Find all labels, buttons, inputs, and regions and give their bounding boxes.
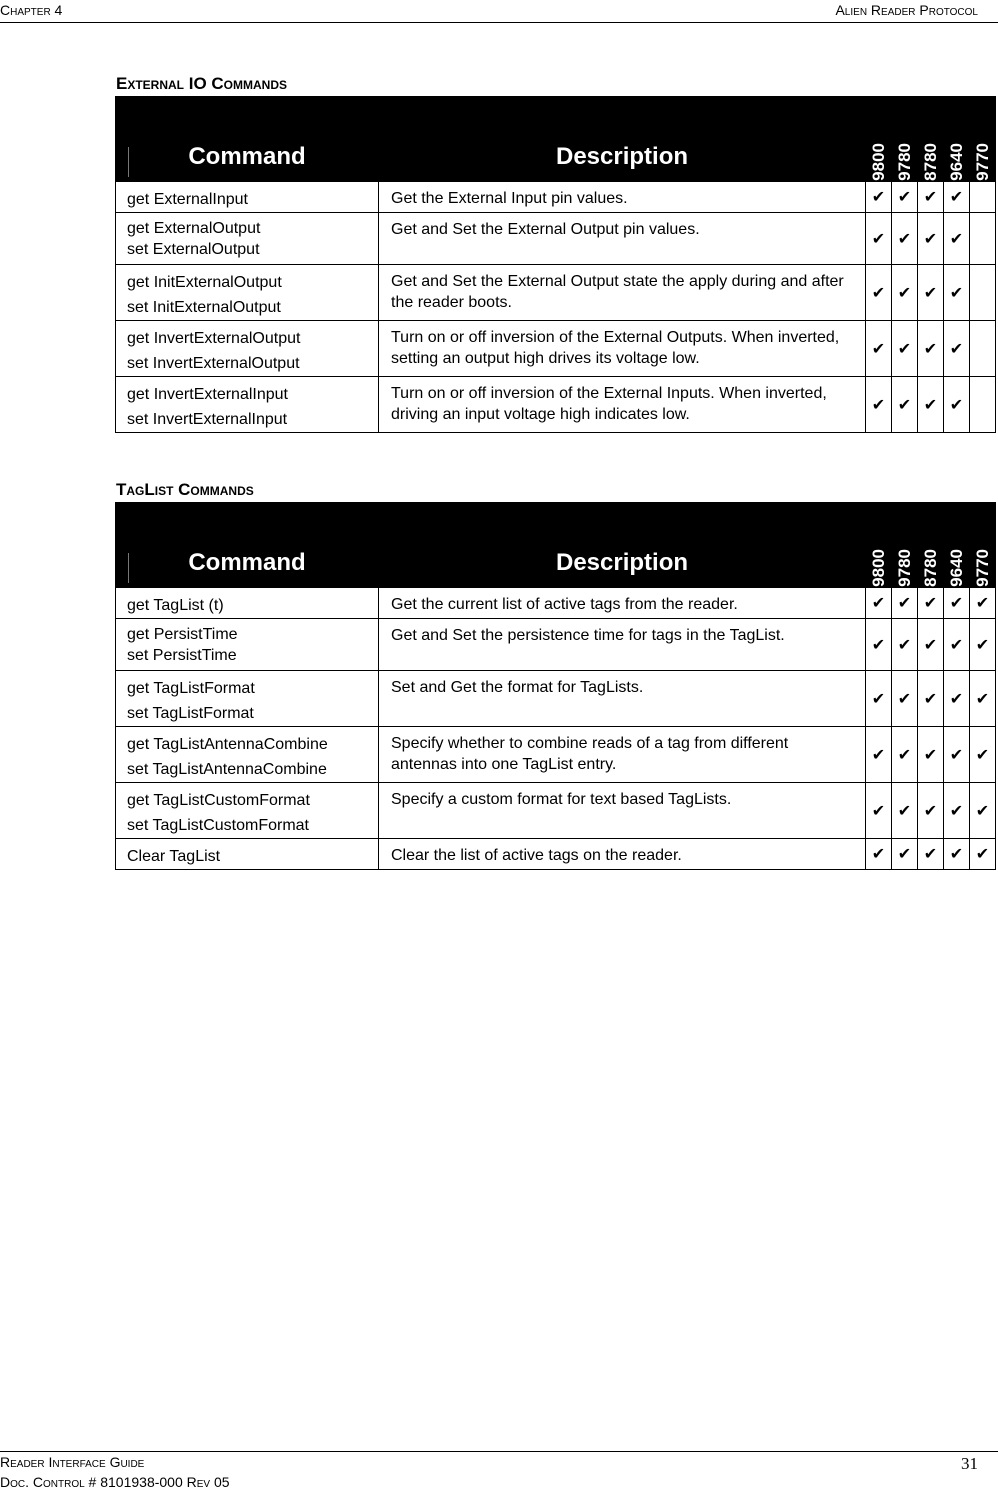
- table-row: [116, 727, 996, 783]
- command-name: get InitExternalOutput: [127, 274, 282, 291]
- check-icon: ✔: [923, 746, 938, 764]
- supported-cell: [944, 265, 970, 321]
- command-name: get InvertExternalInput: [127, 386, 288, 403]
- unsupported-cell: [970, 377, 996, 433]
- check-icon: ✔: [975, 636, 990, 654]
- supported-cell: [892, 377, 918, 433]
- supported-cell: [918, 727, 944, 783]
- description-cell: Turn on or off inversion of the External Outputs. When inverted, setting an output high drives its voltage low.: [379, 321, 866, 377]
- command-column-label: Command: [188, 143, 306, 170]
- command-name: Clear TagList: [127, 848, 221, 865]
- model-label: 8780: [921, 143, 940, 181]
- check-icon: ✔: [897, 846, 912, 863]
- model-label: 9780: [895, 143, 914, 181]
- check-icon: ✔: [923, 846, 938, 863]
- supported-cell: [892, 213, 918, 265]
- check-icon: ✔: [923, 230, 938, 248]
- table-header-row: [116, 503, 996, 588]
- command-name: get TagListCustomFormat: [127, 792, 310, 809]
- command-name: get TagListAntennaCombine: [127, 736, 328, 753]
- check-icon: ✔: [897, 746, 912, 764]
- supported-cell: [866, 321, 892, 377]
- command-name: get ExternalOutput: [127, 220, 261, 237]
- table-row: [116, 213, 996, 265]
- supported-cell: [892, 783, 918, 839]
- description-cell: Get and Set the persistence time for tags in the TagList.: [379, 619, 866, 671]
- footer-doc-control: Doc. Control # 8101938-000 Rev 05: [0, 1474, 230, 1490]
- model-column-header: [892, 97, 918, 182]
- supported-cell: [944, 619, 970, 671]
- table-row: [116, 783, 996, 839]
- check-icon: ✔: [897, 340, 912, 358]
- page-footer: [0, 1451, 998, 1490]
- check-icon: ✔: [897, 396, 912, 414]
- check-icon: ✔: [897, 284, 912, 302]
- command-name: set PersistTime: [127, 647, 237, 664]
- supported-cell: [892, 727, 918, 783]
- command-column-header: [116, 97, 379, 182]
- table-row: [116, 182, 996, 213]
- supported-cell: [944, 588, 970, 619]
- supported-cell: [918, 588, 944, 619]
- description-cell: Get the External Input pin values.: [379, 182, 866, 213]
- table-row: [116, 377, 996, 433]
- supported-cell: [892, 619, 918, 671]
- command-name: get InvertExternalOutput: [127, 330, 301, 347]
- check-icon: ✔: [871, 189, 886, 206]
- command-cell: [116, 377, 379, 433]
- supported-cell: [918, 182, 944, 213]
- model-column-header: [866, 503, 892, 588]
- check-icon: ✔: [871, 846, 886, 863]
- model-column-header: [918, 97, 944, 182]
- command-name: set TagListCustomFormat: [127, 817, 309, 834]
- command-cell: [116, 213, 379, 265]
- description-cell: Get and Set the External Output pin values.: [379, 213, 866, 265]
- command-name: set InvertExternalInput: [127, 411, 288, 428]
- check-icon: ✔: [949, 189, 964, 206]
- supported-cell: [944, 783, 970, 839]
- supported-cell: [918, 377, 944, 433]
- unsupported-cell: [970, 265, 996, 321]
- check-icon: ✔: [871, 746, 886, 764]
- command-name: set TagListFormat: [127, 705, 254, 722]
- command-name: set InvertExternalOutput: [127, 355, 300, 372]
- check-icon: ✔: [975, 746, 990, 764]
- supported-cell: [918, 671, 944, 727]
- check-icon: ✔: [871, 802, 886, 820]
- supported-cell: [866, 783, 892, 839]
- supported-cell: [918, 783, 944, 839]
- model-label: 9770: [973, 549, 992, 587]
- table-row: [116, 671, 996, 727]
- model-label: 8780: [921, 549, 940, 587]
- check-icon: ✔: [923, 340, 938, 358]
- model-column-header: [892, 503, 918, 588]
- check-icon: ✔: [949, 340, 964, 358]
- check-icon: ✔: [975, 846, 990, 863]
- supported-cell: [892, 671, 918, 727]
- unsupported-cell: [970, 321, 996, 377]
- header-divider: [128, 147, 129, 177]
- header-divider: [128, 553, 129, 583]
- supported-cell: [918, 265, 944, 321]
- command-column-header: [116, 503, 379, 588]
- footer-guide-name: Reader Interface Guide: [0, 1454, 145, 1470]
- check-icon: ✔: [975, 595, 990, 612]
- table-header-row: [116, 97, 996, 182]
- check-icon: ✔: [923, 189, 938, 206]
- command-cell: [116, 182, 379, 213]
- command-column-label: Command: [188, 549, 306, 576]
- supported-cell: [866, 727, 892, 783]
- supported-cell: [866, 671, 892, 727]
- supported-cell: [892, 321, 918, 377]
- table-row: [116, 321, 996, 377]
- check-icon: ✔: [949, 636, 964, 654]
- model-label: 9770: [973, 143, 992, 181]
- model-label: 9780: [895, 549, 914, 587]
- table-row: [116, 839, 996, 870]
- model-column-header: [944, 503, 970, 588]
- check-icon: ✔: [923, 636, 938, 654]
- check-icon: ✔: [923, 396, 938, 414]
- supported-cell: [970, 588, 996, 619]
- check-icon: ✔: [949, 846, 964, 863]
- command-cell: [116, 727, 379, 783]
- check-icon: ✔: [897, 690, 912, 708]
- supported-cell: [866, 213, 892, 265]
- model-column-header: [944, 97, 970, 182]
- supported-cell: [866, 377, 892, 433]
- check-icon: ✔: [923, 284, 938, 302]
- table-row: [116, 619, 996, 671]
- check-icon: ✔: [871, 595, 886, 612]
- model-column-header: [866, 97, 892, 182]
- supported-cell: [892, 588, 918, 619]
- supported-cell: [970, 783, 996, 839]
- model-label: 9800: [869, 549, 888, 587]
- model-label: 9640: [947, 143, 966, 181]
- external-io-table: [115, 96, 996, 433]
- supported-cell: [918, 839, 944, 870]
- supported-cell: [866, 588, 892, 619]
- description-cell: Turn on or off inversion of the External Inputs. When inverted, driving an input voltage high indicates low.: [379, 377, 866, 433]
- supported-cell: [892, 182, 918, 213]
- supported-cell: [866, 182, 892, 213]
- unsupported-cell: [970, 213, 996, 265]
- supported-cell: [944, 727, 970, 783]
- command-name: get TagListFormat: [127, 680, 255, 697]
- check-icon: ✔: [949, 284, 964, 302]
- check-icon: ✔: [949, 802, 964, 820]
- model-label: 9640: [947, 549, 966, 587]
- model-column-header: [970, 503, 996, 588]
- command-name: set ExternalOutput: [127, 241, 260, 258]
- description-cell: Clear the list of active tags on the reader.: [379, 839, 866, 870]
- command-name: set InitExternalOutput: [127, 299, 281, 316]
- command-cell: [116, 671, 379, 727]
- model-column-header: [970, 97, 996, 182]
- supported-cell: [918, 213, 944, 265]
- command-name: set TagListAntennaCombine: [127, 761, 327, 778]
- check-icon: ✔: [949, 595, 964, 612]
- check-icon: ✔: [897, 802, 912, 820]
- page-header: [0, 0, 998, 23]
- check-icon: ✔: [949, 230, 964, 248]
- check-icon: ✔: [871, 284, 886, 302]
- check-icon: ✔: [975, 802, 990, 820]
- command-name: get ExternalInput: [127, 191, 248, 208]
- check-icon: ✔: [897, 595, 912, 612]
- check-icon: ✔: [949, 690, 964, 708]
- check-icon: ✔: [897, 636, 912, 654]
- command-cell: [116, 839, 379, 870]
- command-cell: [116, 265, 379, 321]
- check-icon: ✔: [871, 396, 886, 414]
- command-cell: [116, 619, 379, 671]
- supported-cell: [866, 839, 892, 870]
- supported-cell: [944, 377, 970, 433]
- supported-cell: [866, 619, 892, 671]
- check-icon: ✔: [871, 230, 886, 248]
- check-icon: ✔: [923, 802, 938, 820]
- supported-cell: [944, 839, 970, 870]
- command-name: get TagList (t): [127, 597, 224, 614]
- unsupported-cell: [970, 182, 996, 213]
- table-row: [116, 265, 996, 321]
- description-cell: Specify a custom format for text based TagLists.: [379, 783, 866, 839]
- supported-cell: [944, 671, 970, 727]
- command-cell: [116, 783, 379, 839]
- command-cell: [116, 588, 379, 619]
- section-title-external-io: External IO Commands: [116, 74, 288, 93]
- supported-cell: [944, 321, 970, 377]
- supported-cell: [892, 265, 918, 321]
- check-icon: ✔: [975, 690, 990, 708]
- supported-cell: [970, 671, 996, 727]
- description-column-header: Description: [379, 503, 866, 588]
- supported-cell: [970, 619, 996, 671]
- command-cell: [116, 321, 379, 377]
- check-icon: ✔: [871, 690, 886, 708]
- check-icon: ✔: [949, 746, 964, 764]
- check-icon: ✔: [871, 340, 886, 358]
- chapter-label: Chapter 4: [0, 2, 63, 18]
- supported-cell: [970, 839, 996, 870]
- supported-cell: [866, 265, 892, 321]
- command-name: get PersistTime: [127, 626, 238, 643]
- table-row: [116, 588, 996, 619]
- supported-cell: [944, 182, 970, 213]
- taglist-table: [115, 502, 996, 870]
- description-column-header: Description: [379, 97, 866, 182]
- page-number: 31: [961, 1454, 978, 1473]
- check-icon: ✔: [923, 595, 938, 612]
- description-cell: Specify whether to combine reads of a tag from different antennas into one TagList entry.: [379, 727, 866, 783]
- check-icon: ✔: [897, 189, 912, 206]
- section-title-taglist: TagList Commands: [116, 480, 254, 499]
- description-cell: Get the current list of active tags from the reader.: [379, 588, 866, 619]
- supported-cell: [970, 727, 996, 783]
- model-column-header: [918, 503, 944, 588]
- check-icon: ✔: [949, 396, 964, 414]
- check-icon: ✔: [897, 230, 912, 248]
- description-cell: Get and Set the External Output state the apply during and after the reader boots.: [379, 265, 866, 321]
- supported-cell: [918, 321, 944, 377]
- description-cell: Set and Get the format for TagLists.: [379, 671, 866, 727]
- document-title: Alien Reader Protocol: [835, 2, 978, 18]
- check-icon: ✔: [923, 690, 938, 708]
- supported-cell: [892, 839, 918, 870]
- supported-cell: [944, 213, 970, 265]
- check-icon: ✔: [871, 636, 886, 654]
- model-label: 9800: [869, 143, 888, 181]
- supported-cell: [918, 619, 944, 671]
